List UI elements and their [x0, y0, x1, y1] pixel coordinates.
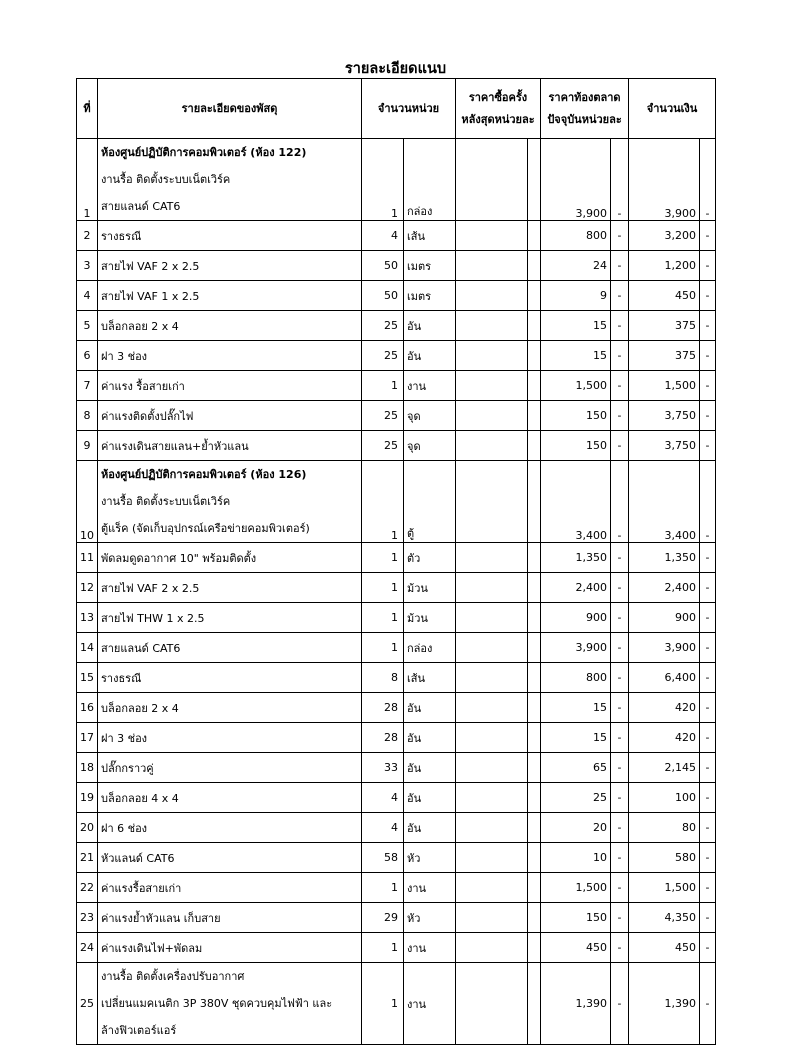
header-market-price [541, 79, 629, 139]
item-amount: 900 [629, 603, 700, 633]
item-amount-dash: - [700, 723, 716, 753]
item-amount-dash: - [700, 251, 716, 281]
item-description: ค่าแรงเดินไฟ+พัดลม [98, 933, 362, 963]
item-unit: เส้น [404, 221, 456, 251]
item-market-price-dash: - [611, 633, 629, 663]
item-number: 24 [77, 933, 98, 963]
item-last-price-fraction [528, 139, 541, 221]
item-unit: อัน [404, 753, 456, 783]
item-quantity: 1 [362, 573, 404, 603]
item-market-price: 150 [541, 903, 611, 933]
item-description-text: สายแลนด์ CAT6 [101, 200, 181, 213]
item-amount: 3,900 [629, 139, 700, 221]
item-market-price-dash: - [611, 753, 629, 783]
item-amount-dash: - [700, 603, 716, 633]
item-description: บล็อกลอย 2 x 4 [98, 693, 362, 723]
item-unit: ตู้ [404, 461, 456, 543]
item-amount: 3,200 [629, 221, 700, 251]
item-unit: เมตร [404, 281, 456, 311]
item-last-price [456, 341, 528, 371]
item-amount-dash: - [700, 573, 716, 603]
item-quantity: 50 [362, 281, 404, 311]
table-row [77, 813, 716, 843]
item-amount: 3,750 [629, 401, 700, 431]
item-last-price-fraction [528, 431, 541, 461]
table-row [77, 461, 716, 543]
item-quantity: 4 [362, 813, 404, 843]
item-amount: 1,390 [629, 963, 700, 1045]
item-market-price: 1,390 [541, 963, 611, 1045]
item-unit: งาน [404, 873, 456, 903]
item-market-price-dash: - [611, 281, 629, 311]
item-amount: 375 [629, 341, 700, 371]
item-last-price-fraction [528, 603, 541, 633]
item-market-price-dash: - [611, 543, 629, 573]
item-number: 16 [77, 693, 98, 723]
item-amount: 1,200 [629, 251, 700, 281]
item-quantity: 28 [362, 693, 404, 723]
item-quantity: 1 [362, 371, 404, 401]
item-quantity: 1 [362, 543, 404, 573]
item-last-price-fraction [528, 783, 541, 813]
item-number: 9 [77, 431, 98, 461]
item-market-price-dash: - [611, 693, 629, 723]
item-last-price-fraction [528, 281, 541, 311]
item-last-price [456, 783, 528, 813]
item-market-price-dash: - [611, 371, 629, 401]
item-quantity: 1 [362, 139, 404, 221]
item-amount: 3,400 [629, 461, 700, 543]
item-last-price [456, 221, 528, 251]
document-title: รายละเอียดแนบ [344, 61, 447, 77]
item-market-price: 25 [541, 783, 611, 813]
item-last-price-fraction [528, 221, 541, 251]
item-number: 12 [77, 573, 98, 603]
item-market-price: 1,500 [541, 873, 611, 903]
item-number: 13 [77, 603, 98, 633]
item-unit: อัน [404, 693, 456, 723]
item-amount-dash: - [700, 843, 716, 873]
item-number: 21 [77, 843, 98, 873]
header-last-price-line2: หลังสุดหน่วยละ [461, 112, 535, 126]
item-amount: 2,400 [629, 573, 700, 603]
item-last-price [456, 371, 528, 401]
item-amount: 1,500 [629, 371, 700, 401]
item-last-price [456, 251, 528, 281]
item-last-price-fraction [528, 813, 541, 843]
header-last-price [456, 79, 541, 139]
item-quantity: 1 [362, 873, 404, 903]
item-last-price-fraction [528, 341, 541, 371]
item-last-price-fraction [528, 401, 541, 431]
item-number: 4 [77, 281, 98, 311]
item-amount-dash: - [700, 873, 716, 903]
item-amount-dash: - [700, 813, 716, 843]
item-amount: 4,350 [629, 903, 700, 933]
item-amount-dash: - [700, 963, 716, 1045]
item-market-price: 9 [541, 281, 611, 311]
item-market-price-dash: - [611, 813, 629, 843]
item-market-price-dash: - [611, 311, 629, 341]
item-market-price: 24 [541, 251, 611, 281]
item-description: รางธรณี [98, 221, 362, 251]
item-market-price-dash: - [611, 903, 629, 933]
item-market-price-dash: - [611, 783, 629, 813]
item-market-price: 150 [541, 401, 611, 431]
item-market-price: 65 [541, 753, 611, 783]
item-last-price-fraction [528, 963, 541, 1045]
item-market-price: 800 [541, 221, 611, 251]
item-last-price [456, 933, 528, 963]
item-last-price-fraction [528, 633, 541, 663]
item-quantity: 1 [362, 603, 404, 633]
item-description: ค่าแรงติดตั้งปลั๊กไฟ [98, 401, 362, 431]
item-market-price-dash: - [611, 873, 629, 903]
item-last-price [456, 813, 528, 843]
header-market-price-line1: ราคาท้องตลาด [548, 90, 621, 104]
item-description: ค่าแรง รื้อสายเก่า [98, 371, 362, 401]
item-market-price-dash: - [611, 221, 629, 251]
item-number: 18 [77, 753, 98, 783]
item-last-price-fraction [528, 753, 541, 783]
table-row [77, 311, 716, 341]
item-number: 7 [77, 371, 98, 401]
item-quantity: 25 [362, 311, 404, 341]
item-quantity: 1 [362, 461, 404, 543]
item-number: 8 [77, 401, 98, 431]
item-description: ค่าแรงรื้อสายเก่า [98, 873, 362, 903]
section-heading: ห้องศูนย์ปฏิบัติการคอมพิวเตอร์ (ห้อง 126) [101, 468, 307, 481]
item-unit: อัน [404, 311, 456, 341]
table-row [77, 341, 716, 371]
item-amount: 80 [629, 813, 700, 843]
item-unit: อัน [404, 341, 456, 371]
item-number: 3 [77, 251, 98, 281]
item-unit: หัว [404, 843, 456, 873]
item-market-price: 10 [541, 843, 611, 873]
table-row [77, 251, 716, 281]
item-amount: 1,500 [629, 873, 700, 903]
item-unit: งาน [404, 933, 456, 963]
table-row [77, 281, 716, 311]
item-market-price-dash: - [611, 663, 629, 693]
header-market-price-line2: ปัจจุบันหน่วยละ [547, 112, 622, 126]
item-number: 20 [77, 813, 98, 843]
header-last-price-line1: ราคาซื้อครั้ง [468, 90, 528, 104]
item-market-price: 450 [541, 933, 611, 963]
item-number: 23 [77, 903, 98, 933]
table-row [77, 933, 716, 963]
item-description: ฝา 3 ช่อง [98, 341, 362, 371]
item-quantity: 29 [362, 903, 404, 933]
item-last-price [456, 543, 528, 573]
item-number: 19 [77, 783, 98, 813]
item-last-price [456, 461, 528, 543]
item-description [98, 963, 362, 1045]
table-row [77, 723, 716, 753]
item-description [98, 461, 362, 543]
item-last-price-fraction [528, 543, 541, 573]
item-market-price-dash: - [611, 251, 629, 281]
item-amount-dash: - [700, 543, 716, 573]
header-amount: จำนวนเงิน [629, 79, 716, 139]
item-amount: 580 [629, 843, 700, 873]
item-amount: 2,145 [629, 753, 700, 783]
item-description: ค่าแรงย้ำหัวแลน เก็บสาย [98, 903, 362, 933]
item-amount-dash: - [700, 401, 716, 431]
item-market-price: 1,350 [541, 543, 611, 573]
table-row [77, 963, 716, 1045]
item-amount-dash: - [700, 461, 716, 543]
item-amount: 3,900 [629, 633, 700, 663]
item-amount-dash: - [700, 221, 716, 251]
item-last-price [456, 431, 528, 461]
item-quantity: 25 [362, 341, 404, 371]
item-last-price [456, 663, 528, 693]
item-description-line: ล้างฟิวเตอร์แอร์ [101, 1024, 177, 1037]
item-quantity: 1 [362, 933, 404, 963]
items-table [76, 78, 716, 1045]
item-market-price-dash: - [611, 461, 629, 543]
item-description: พัดลมดูดอากาศ 10" พร้อมติดตั้ง [98, 543, 362, 573]
item-market-price: 20 [541, 813, 611, 843]
item-description: ปลั๊กกราวคู่ [98, 753, 362, 783]
item-market-price-dash: - [611, 139, 629, 221]
item-description: สายไฟ THW 1 x 2.5 [98, 603, 362, 633]
table-row [77, 633, 716, 663]
item-last-price-fraction [528, 873, 541, 903]
item-amount: 1,350 [629, 543, 700, 573]
table-row [77, 603, 716, 633]
item-description: ฝา 6 ช่อง [98, 813, 362, 843]
item-amount-dash: - [700, 311, 716, 341]
item-market-price-dash: - [611, 843, 629, 873]
item-description: สายไฟ VAF 2 x 2.5 [98, 573, 362, 603]
item-description: ฝา 3 ช่อง [98, 723, 362, 753]
item-market-price-dash: - [611, 933, 629, 963]
header-quantity: จำนวนหน่วย [362, 79, 456, 139]
item-market-price: 3,900 [541, 139, 611, 221]
item-unit: จุด [404, 401, 456, 431]
item-last-price-fraction [528, 723, 541, 753]
table-row [77, 663, 716, 693]
item-last-price [456, 693, 528, 723]
item-market-price-dash: - [611, 573, 629, 603]
item-description: รางธรณี [98, 663, 362, 693]
item-number: 10 [77, 461, 98, 543]
item-market-price-dash: - [611, 963, 629, 1045]
item-amount: 450 [629, 933, 700, 963]
item-market-price: 3,400 [541, 461, 611, 543]
item-market-price: 2,400 [541, 573, 611, 603]
item-amount-dash: - [700, 663, 716, 693]
item-amount-dash: - [700, 783, 716, 813]
item-last-price [456, 723, 528, 753]
item-unit: จุด [404, 431, 456, 461]
item-number: 11 [77, 543, 98, 573]
item-last-price-fraction [528, 311, 541, 341]
item-last-price-fraction [528, 903, 541, 933]
item-amount-dash: - [700, 371, 716, 401]
item-last-price-fraction [528, 663, 541, 693]
item-number: 6 [77, 341, 98, 371]
table-body [77, 139, 716, 1045]
item-description-line: เปลี่ยนแมคเนติก 3P 380V ชุดควบคุมไฟฟ้า และ [101, 997, 333, 1010]
item-unit: งาน [404, 371, 456, 401]
item-market-price-dash: - [611, 431, 629, 461]
item-number: 1 [77, 139, 98, 221]
item-unit: กล่อง [404, 633, 456, 663]
item-quantity: 4 [362, 221, 404, 251]
item-last-price [456, 873, 528, 903]
item-number: 17 [77, 723, 98, 753]
item-quantity: 33 [362, 753, 404, 783]
item-last-price [456, 963, 528, 1045]
item-quantity: 4 [362, 783, 404, 813]
item-last-price [456, 633, 528, 663]
item-market-price-dash: - [611, 603, 629, 633]
item-last-price [456, 401, 528, 431]
item-number: 22 [77, 873, 98, 903]
item-unit: เส้น [404, 663, 456, 693]
item-description-text: ตู้แร็ค (จัดเก็บอุปกรณ์เครือข่ายคอมพิวเตอร์) [101, 522, 310, 535]
item-description: บล็อกลอย 4 x 4 [98, 783, 362, 813]
item-amount-dash: - [700, 139, 716, 221]
item-quantity: 25 [362, 401, 404, 431]
table-row [77, 371, 716, 401]
item-last-price [456, 843, 528, 873]
item-last-price [456, 603, 528, 633]
item-market-price: 15 [541, 693, 611, 723]
item-unit: อัน [404, 723, 456, 753]
item-market-price-dash: - [611, 401, 629, 431]
item-market-price-dash: - [611, 341, 629, 371]
table-row [77, 693, 716, 723]
table-row [77, 221, 716, 251]
item-quantity: 1 [362, 633, 404, 663]
item-last-price-fraction [528, 461, 541, 543]
item-quantity: 25 [362, 431, 404, 461]
item-unit: ตัว [404, 543, 456, 573]
table-row [77, 431, 716, 461]
item-amount-dash: - [700, 341, 716, 371]
item-description [98, 139, 362, 221]
item-market-price: 1,500 [541, 371, 611, 401]
item-description-line: งานรื้อ ติดตั้งเครื่องปรับอากาศ [101, 970, 245, 983]
item-last-price-fraction [528, 843, 541, 873]
item-amount: 3,750 [629, 431, 700, 461]
item-amount-dash: - [700, 903, 716, 933]
table-row [77, 401, 716, 431]
item-last-price [456, 753, 528, 783]
item-quantity: 28 [362, 723, 404, 753]
header-row [77, 79, 716, 139]
table-row [77, 783, 716, 813]
item-unit: หัว [404, 903, 456, 933]
header-no: ที่ [77, 79, 98, 139]
item-unit: อัน [404, 783, 456, 813]
item-amount: 6,400 [629, 663, 700, 693]
item-quantity: 1 [362, 963, 404, 1045]
item-market-price: 15 [541, 311, 611, 341]
item-unit: ม้วน [404, 603, 456, 633]
item-market-price-dash: - [611, 723, 629, 753]
table-row [77, 873, 716, 903]
item-market-price: 900 [541, 603, 611, 633]
item-amount: 420 [629, 693, 700, 723]
item-market-price: 15 [541, 723, 611, 753]
item-last-price [456, 139, 528, 221]
item-last-price-fraction [528, 371, 541, 401]
item-market-price: 150 [541, 431, 611, 461]
item-last-price-fraction [528, 251, 541, 281]
item-last-price-fraction [528, 573, 541, 603]
item-description: สายไฟ VAF 2 x 2.5 [98, 251, 362, 281]
section-subheading: งานรื้อ ติดตั้งระบบเน็ตเวิร์ค [101, 173, 231, 186]
table-row [77, 843, 716, 873]
item-market-price: 3,900 [541, 633, 611, 663]
item-unit: ม้วน [404, 573, 456, 603]
item-amount: 450 [629, 281, 700, 311]
table-row [77, 543, 716, 573]
item-amount-dash: - [700, 933, 716, 963]
table-row [77, 903, 716, 933]
item-market-price: 800 [541, 663, 611, 693]
item-last-price-fraction [528, 693, 541, 723]
item-description: ค่าแรงเดินสายแลน+ย้ำหัวแลน [98, 431, 362, 461]
item-quantity: 50 [362, 251, 404, 281]
item-unit: อัน [404, 813, 456, 843]
item-unit: เมตร [404, 251, 456, 281]
section-heading: ห้องศูนย์ปฏิบัติการคอมพิวเตอร์ (ห้อง 122) [101, 146, 307, 159]
item-amount: 375 [629, 311, 700, 341]
item-amount-dash: - [700, 693, 716, 723]
item-amount: 100 [629, 783, 700, 813]
table-row [77, 139, 716, 221]
section-subheading: งานรื้อ ติดตั้งระบบเน็ตเวิร์ค [101, 495, 231, 508]
item-description: สายแลนด์ CAT6 [98, 633, 362, 663]
item-last-price-fraction [528, 933, 541, 963]
item-quantity: 8 [362, 663, 404, 693]
header-description: รายละเอียดของพัสดุ [98, 79, 362, 139]
item-amount-dash: - [700, 281, 716, 311]
item-description: สายไฟ VAF 1 x 2.5 [98, 281, 362, 311]
item-market-price: 15 [541, 341, 611, 371]
item-amount-dash: - [700, 753, 716, 783]
item-amount-dash: - [700, 431, 716, 461]
item-amount: 420 [629, 723, 700, 753]
item-number: 14 [77, 633, 98, 663]
item-number: 25 [77, 963, 98, 1045]
item-unit: กล่อง [404, 139, 456, 221]
item-unit: งาน [404, 963, 456, 1045]
item-description: บล็อกลอย 2 x 4 [98, 311, 362, 341]
item-last-price [456, 903, 528, 933]
item-last-price [456, 281, 528, 311]
item-last-price [456, 573, 528, 603]
item-number: 2 [77, 221, 98, 251]
item-amount-dash: - [700, 633, 716, 663]
item-quantity: 58 [362, 843, 404, 873]
table-row [77, 753, 716, 783]
item-number: 5 [77, 311, 98, 341]
item-number: 15 [77, 663, 98, 693]
item-description: หัวแลนด์ CAT6 [98, 843, 362, 873]
item-last-price [456, 311, 528, 341]
table-row [77, 573, 716, 603]
